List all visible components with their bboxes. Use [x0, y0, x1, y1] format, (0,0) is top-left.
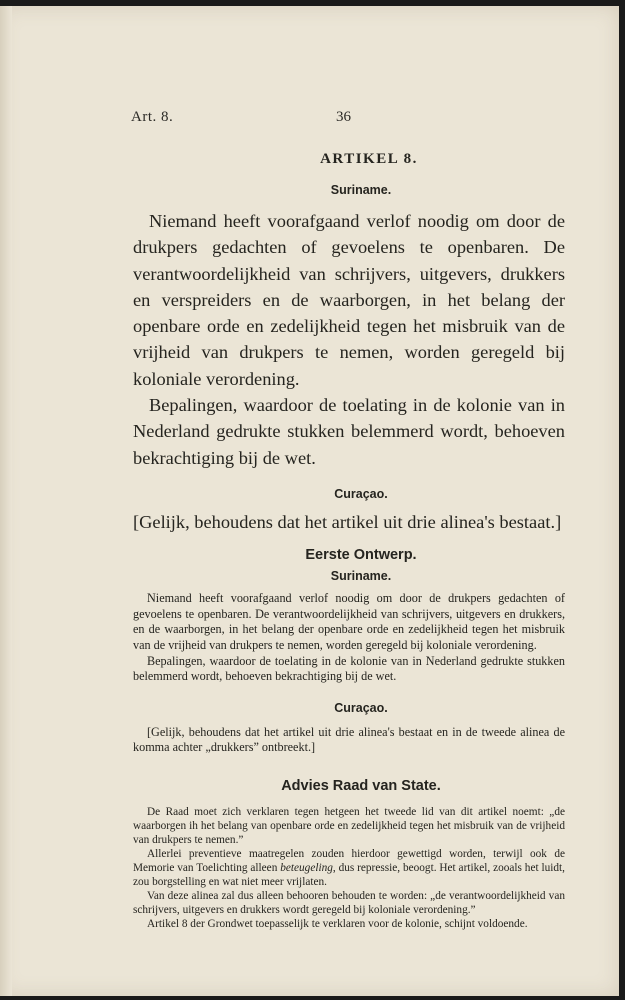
- running-header: [131, 109, 565, 129]
- suriname-heading: Suriname.: [330, 183, 392, 197]
- advies-paragraph-1: De Raad moet zich verklaren tegen hetgeen het tweede lid van dit artikel noemt: „de waarborgen ih het belang van openbare orde en zedelijkheid tegen het misbruik van de vrijheid van drukpers te nemen.”: [133, 806, 565, 847]
- curacao-text: [133, 509, 565, 535]
- ontwerp-suriname-text: [133, 591, 565, 685]
- advies-text: [133, 805, 565, 931]
- advies-p2-before: Allerlei preventieve maatregelen zouden hierdoor gewettigd worden, terwijl ook de Memorie van Toelichting alleen: [133, 848, 565, 875]
- advies-paragraph-3: Van deze alinea zal dus alleen behooren behouden te worden: „de verantwoordelijkheid van schrijvers, uitgevers en drukkers wordt geregeld bij koloniale verordening.”: [133, 890, 565, 917]
- document-page: [0, 6, 619, 996]
- advies-paragraph-2: [133, 847, 565, 889]
- suriname-paragraph-1: Niemand heeft voorafgaand verlof noodig om door de drukpers gedachten of gevoelens te openbaren. De verantwoordelijkheid van schrijvers, uitgevers, drukkers en verspreiders en de waarborgen, in het belang der openbare orde en zedelijkheid tegen het misbruik van de vrijheid van drukpers te nemen, worden geregeld bij koloniale verordening.: [133, 211, 565, 389]
- ontwerp-curacao-heading: Curaçao.: [334, 700, 388, 715]
- curacao-heading: Curaçao.: [334, 486, 388, 501]
- article-title: ARTIKEL 8.: [320, 151, 418, 167]
- advies-paragraph-4: Artikel 8 der Grondwet toepasselijk te verklaren voor de kolonie, schijnt voldoende.: [147, 918, 528, 931]
- ontwerp-paragraph-2: Bepalingen, waardoor de toelating in de kolonie van in Nederland gedrukte stukken belemmerd wordt, behoeven bekrachtiging bij de wet.: [133, 653, 565, 684]
- page-content: [133, 151, 565, 931]
- suriname-text: [133, 208, 565, 471]
- ontwerp-curacao-text: [133, 725, 565, 756]
- ontwerp-suriname-heading: Suriname.: [330, 569, 392, 584]
- suriname-paragraph-2: Bepalingen, waardoor de toelating in de kolonie van in Nederland gedrukte stukken belemmerd wordt, behoeven bekrachtiging bij de wet.: [133, 395, 565, 468]
- page-gutter-shadow: [0, 6, 12, 996]
- curacao-paragraph: [Gelijk, behoudens dat het artikel uit drie alinea's bestaat.]: [133, 511, 562, 532]
- advies-heading: Advies Raad van State.: [281, 778, 441, 795]
- page-number: 36: [336, 109, 351, 125]
- eerste-ontwerp-heading: Eerste Ontwerp.: [305, 547, 417, 564]
- header-article-label: Art. 8.: [131, 109, 174, 125]
- advies-p2-emphasis: beteugeling: [280, 862, 333, 875]
- advies-p2-after: , dus repressie, beoogt. Het artikel, zooals het luidt, zou borgstelling en wat niet meer vrijlaten.: [133, 862, 565, 889]
- ontwerp-paragraph-1: Niemand heeft voorafgaand verlof noodig om door de drukpers gedachten of gevoelens te openbaren. De verantwoordelijkheid van schrijvers, uitgevers en drukkers, en de waarborgen, in het belang der openbare orde en zedelijkheid tegen het misbruik van de vrijheid van drukpers te nemen, worden geregeld bij koloniale verordening.: [133, 591, 565, 653]
- ontwerp-curacao-paragraph: [Gelijk, behoudens dat het artikel uit drie alinea's bestaat en in de tweede alinea de komma achter „drukkers” ontbreekt.]: [133, 724, 565, 755]
